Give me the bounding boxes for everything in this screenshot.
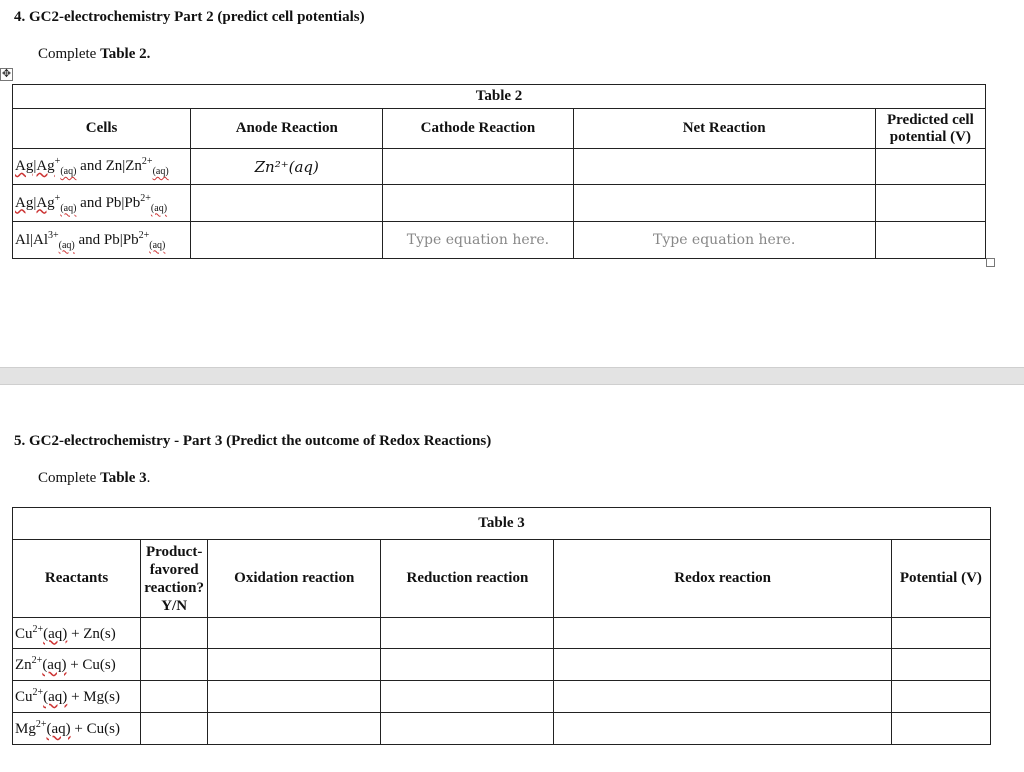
table-2-cell-cathode[interactable] bbox=[383, 185, 573, 222]
table-2-header-anode: Anode Reaction bbox=[191, 109, 383, 149]
table-3-cell[interactable] bbox=[554, 649, 891, 681]
table-2-cell-potential[interactable] bbox=[875, 149, 985, 185]
table-3-cell[interactable] bbox=[208, 713, 381, 745]
table-2-cell-cells[interactable] bbox=[13, 222, 191, 259]
cell-sup: 2+ bbox=[140, 192, 151, 204]
table-3-cell[interactable] bbox=[554, 618, 891, 649]
table-2-cell-potential[interactable] bbox=[875, 222, 985, 259]
instruction-suffix: . bbox=[146, 470, 151, 486]
reactant-ion: Cu bbox=[15, 625, 33, 642]
table-3-cell[interactable] bbox=[381, 681, 554, 713]
table-3-cell[interactable] bbox=[554, 681, 891, 713]
table-3-cell-reactants[interactable] bbox=[13, 681, 141, 713]
table-3-cell[interactable] bbox=[208, 649, 381, 681]
cell-mid: and Pb|Pb bbox=[76, 194, 141, 211]
reactant-ion: Mg bbox=[15, 721, 36, 737]
table-2-cell-anode[interactable]: Zn²⁺(aq) bbox=[191, 149, 383, 185]
section-5-instruction bbox=[38, 470, 150, 487]
table-2-cell-cells[interactable] bbox=[13, 185, 191, 222]
table-2-cell-cathode[interactable] bbox=[383, 149, 573, 185]
section-4-instruction bbox=[38, 46, 150, 63]
table-row bbox=[13, 618, 991, 649]
table-3-cell[interactable] bbox=[141, 681, 208, 713]
table-row bbox=[13, 713, 991, 745]
table-row bbox=[13, 649, 991, 681]
reactant-charge: 2+ bbox=[32, 687, 44, 698]
table-2-equation-placeholder[interactable]: Type equation here. bbox=[573, 222, 875, 259]
instruction-bold: Table 2. bbox=[100, 46, 151, 62]
cell-mid: and Pb|Pb bbox=[74, 231, 139, 248]
table-3-cell[interactable] bbox=[141, 618, 208, 649]
cell-sub: (aq) bbox=[149, 239, 166, 251]
instruction-prefix: Complete bbox=[38, 46, 101, 62]
table-move-handle-icon[interactable]: ✥ bbox=[1, 67, 12, 80]
instruction-prefix: Complete bbox=[38, 470, 101, 486]
table-2-header-cells: Cells bbox=[13, 109, 191, 149]
table-3-cell[interactable] bbox=[891, 649, 990, 681]
table-2-cell-potential[interactable] bbox=[875, 185, 985, 222]
reactant-rest: + Mg(s) bbox=[67, 689, 120, 705]
table-2-title: Table 2 bbox=[13, 85, 986, 109]
reactant-ion: Cu bbox=[15, 689, 33, 705]
reactant-charge: 2+ bbox=[35, 719, 47, 730]
table-2-equation-placeholder[interactable]: Type equation here. bbox=[383, 222, 573, 259]
table-2-header-potential: Predicted cell potential (V) bbox=[875, 109, 985, 149]
table-row bbox=[13, 149, 986, 185]
table-2-header-cathode: Cathode Reaction bbox=[383, 109, 573, 149]
cell-text: Al|Al bbox=[15, 231, 49, 248]
cell-mid: and Zn|Zn bbox=[76, 158, 142, 174]
table-3-title: Table 3 bbox=[13, 508, 991, 540]
table-2-cell-anode[interactable] bbox=[191, 185, 383, 222]
table-3-cell[interactable] bbox=[891, 618, 990, 649]
table-2-header-net: Net Reaction bbox=[573, 109, 875, 149]
table-3-cell[interactable] bbox=[381, 649, 554, 681]
cell-sup: 2+ bbox=[141, 156, 153, 167]
table-3-header-redox: Redox reaction bbox=[554, 540, 891, 618]
page-break-divider bbox=[0, 367, 1024, 385]
cell-text: Ag|Ag bbox=[15, 194, 55, 211]
table-3-cell[interactable] bbox=[208, 618, 381, 649]
cell-sub: (aq) bbox=[150, 202, 168, 214]
table-2-cell-cells[interactable] bbox=[13, 149, 191, 185]
table-3-header-potential: Potential (V) bbox=[891, 540, 990, 618]
reactant-state: (aq) bbox=[43, 689, 68, 705]
table-2-cell-net[interactable] bbox=[573, 185, 875, 222]
instruction-bold: Table 3 bbox=[100, 470, 147, 486]
table-row bbox=[13, 185, 986, 222]
section-5-heading: 5. GC2-electrochemistry - Part 3 (Predict the outcome of Redox Reactions) bbox=[14, 433, 492, 449]
reactant-charge: 2+ bbox=[31, 655, 43, 666]
table-3-cell[interactable] bbox=[141, 649, 208, 681]
cell-sub: (aq) bbox=[152, 166, 169, 177]
table-3-cell[interactable] bbox=[891, 713, 990, 745]
table-3-cell[interactable] bbox=[381, 618, 554, 649]
cell-sup: + bbox=[54, 192, 61, 204]
reactant-charge: 2+ bbox=[32, 623, 44, 635]
reactant-state: (aq) bbox=[46, 721, 71, 737]
cell-sup: 3+ bbox=[48, 229, 59, 241]
table-row bbox=[13, 222, 986, 259]
table-3-cell-reactants[interactable] bbox=[13, 713, 141, 745]
table-3 bbox=[12, 507, 991, 745]
table-2-cell-anode[interactable] bbox=[191, 222, 383, 259]
table-3-cell[interactable] bbox=[208, 681, 381, 713]
cell-sub: (aq) bbox=[58, 239, 75, 251]
section-4-heading: 4. GC2-electrochemistry Part 2 (predict cell potentials) bbox=[14, 9, 365, 25]
cell-sub: (aq) bbox=[60, 166, 77, 177]
table-3-header-oxidation: Oxidation reaction bbox=[208, 540, 381, 618]
cell-sup: 2+ bbox=[138, 229, 150, 241]
reactant-rest: + Cu(s) bbox=[66, 657, 116, 673]
table-2 bbox=[12, 84, 986, 259]
table-3-header-reduction: Reduction reaction bbox=[381, 540, 554, 618]
reactant-rest: + Cu(s) bbox=[70, 721, 120, 737]
table-resize-handle[interactable] bbox=[986, 258, 995, 267]
cell-sup: + bbox=[54, 156, 61, 167]
table-3-cell[interactable] bbox=[891, 681, 990, 713]
reactant-state: (aq) bbox=[43, 625, 68, 642]
table-3-cell-reactants[interactable] bbox=[13, 618, 141, 649]
table-3-cell-reactants[interactable] bbox=[13, 649, 141, 681]
table-2-cell-net[interactable] bbox=[573, 149, 875, 185]
reactant-state: (aq) bbox=[42, 657, 67, 673]
reactant-ion: Zn bbox=[15, 657, 32, 673]
reactant-rest: + Zn(s) bbox=[67, 625, 116, 642]
cell-sub: (aq) bbox=[60, 202, 77, 214]
table-3-header-reactants: Reactants bbox=[13, 540, 141, 618]
table-3-cell[interactable] bbox=[381, 713, 554, 745]
table-row bbox=[13, 681, 991, 713]
table-3-cell[interactable] bbox=[554, 713, 891, 745]
cell-text: Ag|Ag bbox=[15, 158, 55, 174]
table-3-cell[interactable] bbox=[141, 713, 208, 745]
table-3-header-product-favored: Product-favored reaction? Y/N bbox=[141, 540, 208, 618]
